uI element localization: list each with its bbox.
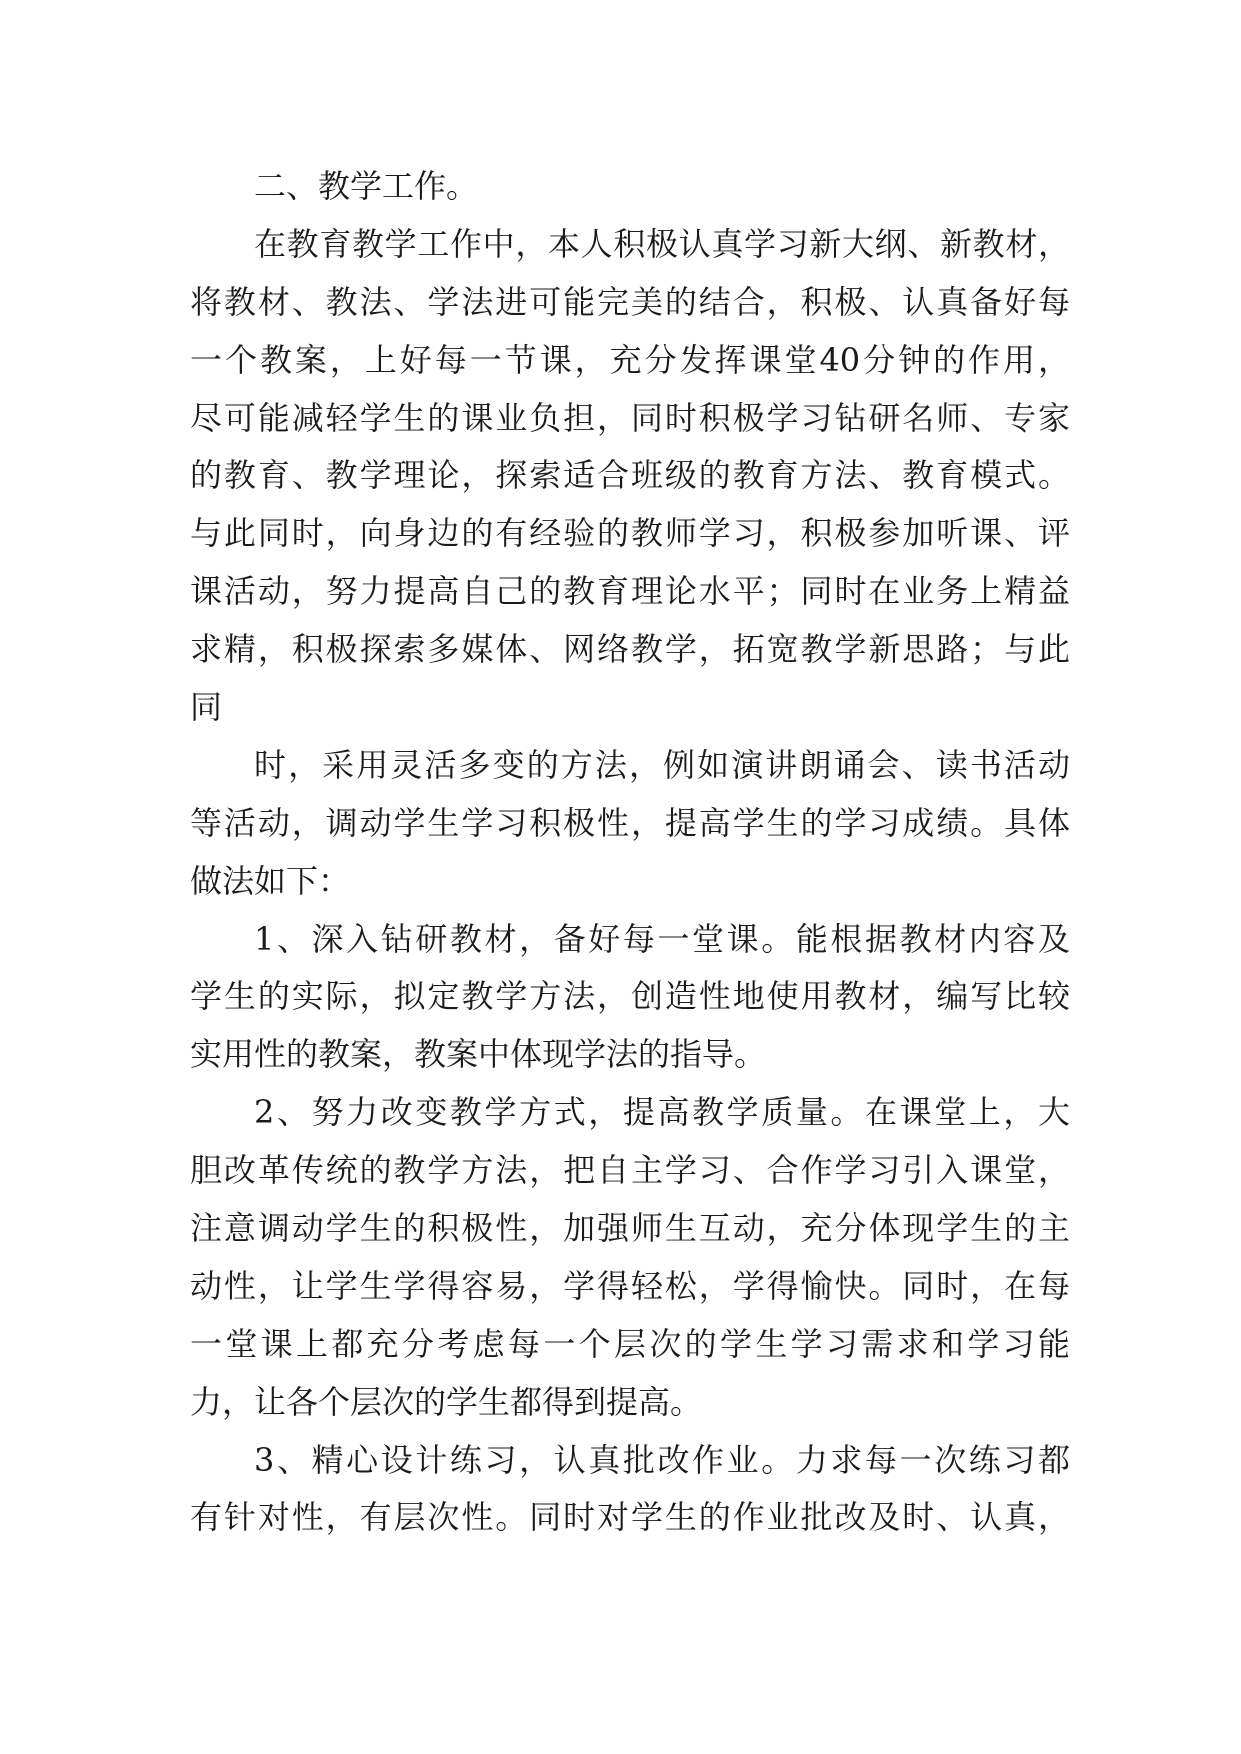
- text-line: 实用性的教案，教案中体现学法的指导。: [190, 1035, 767, 1074]
- text-line: 将教材、教法、学法进可能完美的结合，积极、认真备好每: [190, 282, 1070, 321]
- text-line: 一堂课上都充分考虑每一个层次的学生学习需求和学习能: [190, 1324, 1070, 1363]
- document-body: [190, 158, 1070, 1547]
- text-line: 注意调动学生的积极性，加强师生互动，充分体现学生的主: [190, 1209, 1070, 1248]
- text-line: 一个教案，上好每一节课，充分发挥课堂40分钟的作用，: [190, 340, 1070, 379]
- text-line: 胆改革传统的教学方法，把自主学习、合作学习引入课堂，: [190, 1151, 1070, 1190]
- text-line: 等活动，调动学生学习积极性，提高学生的学习成绩。具体: [190, 803, 1070, 842]
- text-line: 动性，让学生学得容易，学得轻松，学得愉快。同时，在每: [190, 1266, 1070, 1305]
- text-line: 力，让各个层次的学生都得到提高。: [190, 1382, 703, 1421]
- text-line: 同: [190, 688, 223, 727]
- text-line: 3、精心设计练习，认真批改作业。力求每一次练习都: [254, 1440, 1070, 1479]
- text-line: 时，采用灵活多变的方法，例如演讲朗诵会、读书活动: [254, 745, 1070, 784]
- text-line: 2、努力改变教学方式，提高教学质量。在课堂上，大: [254, 1093, 1070, 1132]
- text-line: 做法如下：: [190, 861, 351, 900]
- text-line: 在教育教学工作中，本人积极认真学习新大纲、新教材，: [254, 224, 1070, 263]
- text-line: 1、深入钻研教材，备好每一堂课。能根据教材内容及: [254, 919, 1070, 958]
- text-line: 课活动，努力提高自己的教育理论水平；同时在业务上精益: [190, 572, 1070, 611]
- text-line: 有针对性，有层次性。同时对学生的作业批改及时、认真，: [190, 1498, 1070, 1537]
- text-line: 与此同时，向身边的有经验的教师学习，积极参加听课、评: [190, 514, 1070, 553]
- text-line: 的教育、教学理论，探索适合班级的教育方法、教育模式。: [190, 456, 1070, 495]
- text-line: 二、教学工作。: [254, 167, 479, 205]
- text-line: 尽可能减轻学生的课业负担，同时积极学习钻研名师、专家: [190, 398, 1070, 437]
- text-line: 学生的实际，拟定教学方法，创造性地使用教材，编写比较: [190, 977, 1070, 1016]
- text-line: 求精，积极探索多媒体、网络教学，拓宽教学新思路；与此: [190, 630, 1070, 669]
